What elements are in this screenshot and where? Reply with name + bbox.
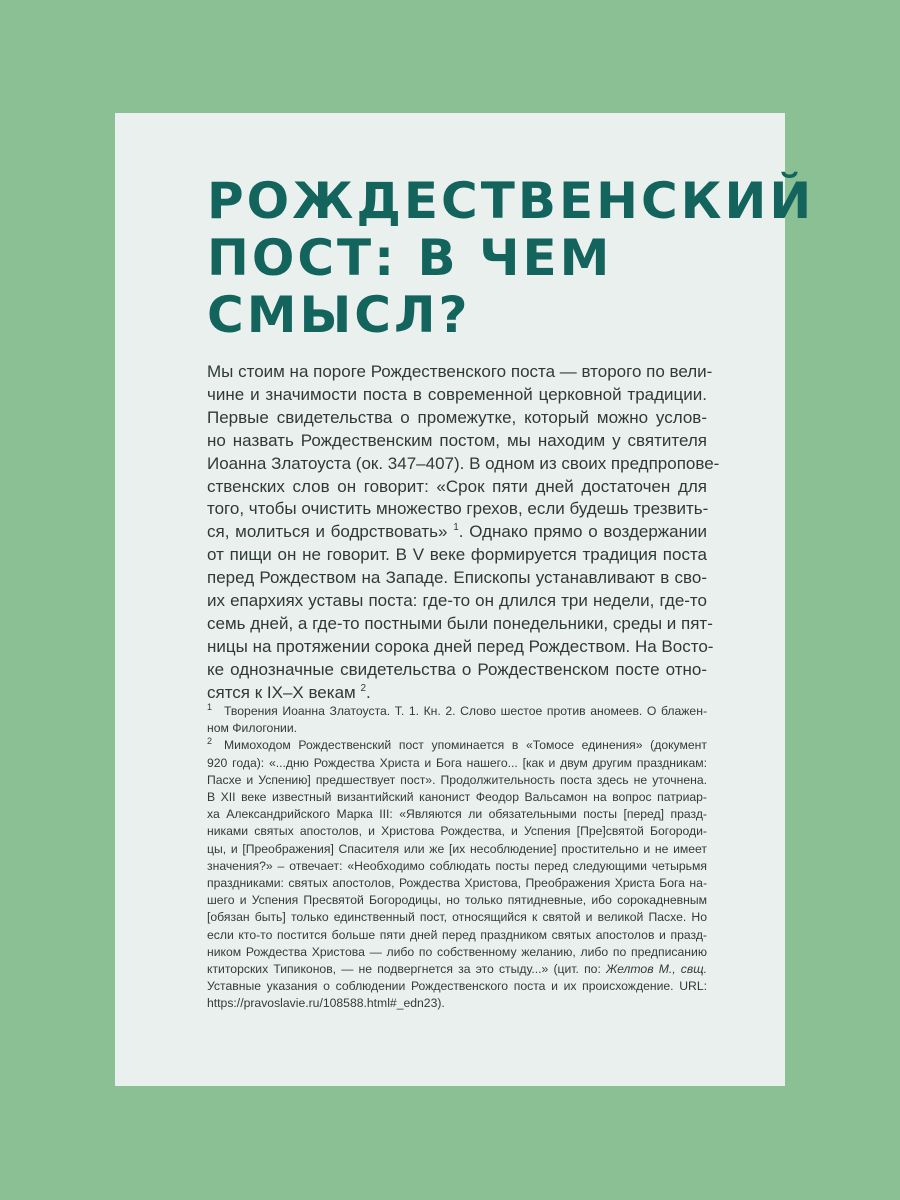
body-line: их епархиях уставы поста: где-то он длился три недели, где-то [207, 591, 707, 611]
footnote-text: ктиторских Типиконов, — не подвергнется за это стыду...» (цит. по: [207, 962, 606, 977]
body-line: ственских слов он говорит: «Срок пяти дней достаточен для [207, 476, 707, 496]
body-line [207, 682, 707, 705]
title-line: ПОСТ: В ЧЕМ [207, 229, 613, 287]
footnote-line: 920 года): «...дню Рождества Христа и Бога нашего... [как и двум другим праздникам: [207, 755, 707, 770]
title-line: СМЫСЛ? [207, 286, 471, 344]
footnote-line: ха Александрийского Марка III: «Являются ли обязательными посты [перед] празд- [207, 807, 707, 822]
author-name: Желтов М., свщ. [605, 962, 707, 977]
body-line: Иоанна Златоуста (ок. 347–407). В одном из своих предпропове- [207, 453, 720, 473]
footnote-line: [обязан быть] только единственный пост, относящийся к святой и великой Пасхе. Но [207, 910, 707, 925]
article-body [207, 361, 720, 705]
body-line: чине и значимости поста в современной церковной традиции. [207, 384, 707, 404]
body-line [207, 521, 707, 544]
footnote-url[interactable]: https://pravoslavie.ru/108588.html#_edn23). [207, 996, 445, 1011]
body-line: семь дней, а где-то постными были понедельники, среды и пят- [207, 613, 713, 633]
footnote-text: Творения Иоанна Златоуста. Т. 1. Кн. 2. Слово шестое против аномеев. О блажен- [224, 704, 707, 718]
footnote-line [207, 703, 707, 720]
article-title [207, 172, 815, 344]
footnote-line: ником Рождества Христова — либо по собственному желанию, либо по предписанию [207, 944, 707, 959]
body-text-fragment: сятся к IX–X векам [207, 682, 356, 702]
body-line: Первые свидетельства о промежутке, который можно услов- [207, 407, 707, 427]
footnote-line [207, 961, 707, 978]
body-text-fragment: . Однако прямо о воздержании [458, 522, 707, 542]
footnote-line: Пасхе и Успению] предшествует пост». Продолжительность поста здесь не уточнена. [207, 772, 707, 787]
body-line: того, чтобы очистить множество грехов, если будешь трезвить- [207, 499, 709, 519]
title-line: РОЖДЕСТВЕНСКИЙ [207, 172, 815, 230]
footnote-line: ном Филогонии. [207, 721, 298, 736]
footnote-text: Мимоходом Рождественский пост упоминается в «Томосе единения» (документ [224, 738, 707, 753]
footnote-line: праздниками: святых апостолов, Рождества Христова, Преображения Христа Бога на- [207, 876, 707, 891]
body-line: от пищи он не говорит. В V веке формируется традиция поста [207, 545, 707, 565]
body-text-fragment: ся, молиться и бодрствовать» [207, 522, 448, 542]
footnote-line: значения?» – отвечает: «Необходимо соблюдать посты перед следующими четырьмя [207, 858, 707, 873]
body-line: ницы на протяжении сорока дней перед Рождеством. На Восто- [207, 636, 714, 656]
footnote-ref-2[interactable]: 2 [360, 682, 367, 694]
footnote-line: шего и Успения Пресвятой Богородицы, но только пятидневные, ибо сорокадневным [207, 893, 707, 908]
footnote-line: В XII веке известный византийский канонист Феодор Вальсамон на вопрос патриар- [207, 790, 707, 805]
article-page [115, 113, 815, 1086]
body-line: перед Рождеством на Западе. Епископы устанавливают в сво- [207, 568, 707, 588]
body-line: ке однозначные свидетельства о Рождественском посте отно- [207, 659, 707, 679]
footnotes [207, 703, 707, 1013]
footnote-line [207, 737, 707, 754]
footnote-number: 1 [207, 702, 213, 712]
footnote-number: 2 [207, 736, 213, 747]
body-line: Мы стоим на пороге Рождественского поста — второго по вели- [207, 362, 713, 381]
footnote-line: цы, и [Преображения] Спасителя или же [их несоблюдение] простительно и не имеет [207, 841, 707, 856]
footnote-ref-1[interactable]: 1 [453, 522, 459, 534]
footnote-line: если кто-то постится больше пяти дней перед праздником святых апостолов и празд- [207, 927, 707, 942]
footnote-line: никами святых апостолов, и Христова Рождества, и Успения [Пре]святой Богороди- [207, 824, 707, 839]
body-text-fragment: . [366, 682, 371, 702]
footnote-line: Уставные указания о соблюдении Рождественского поста и их происхождение. URL: [207, 979, 707, 994]
body-line: но назвать Рождественским постом, мы находим у святителя [207, 430, 707, 450]
